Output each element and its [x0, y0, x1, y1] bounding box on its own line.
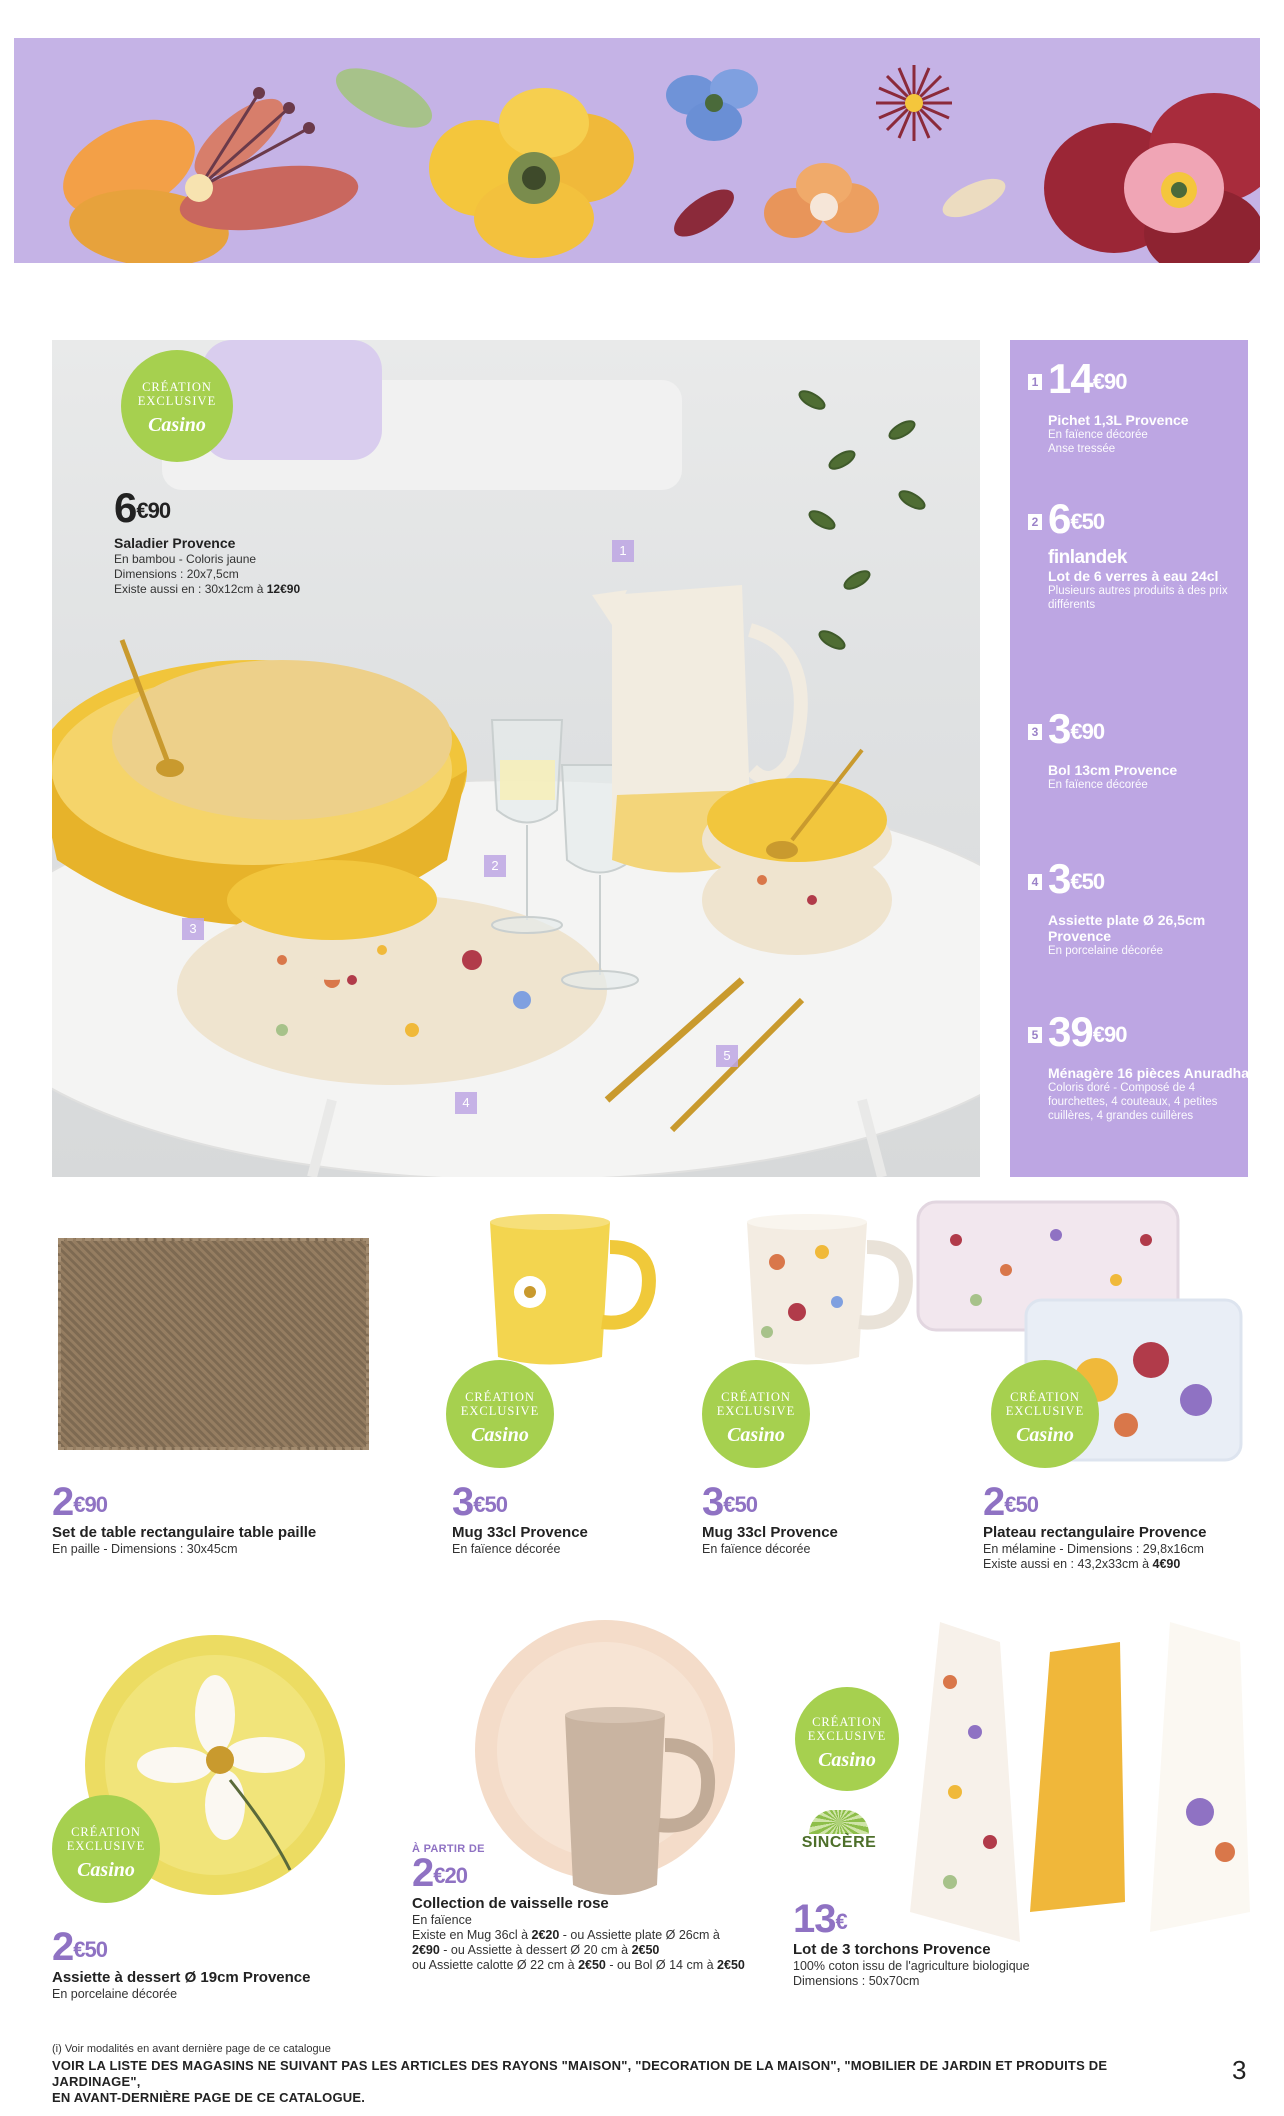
panel-item-3-number: 3	[1028, 724, 1042, 740]
footer-notice-line2: EN AVANT-DERNIÈRE PAGE DE CE CATALOGUE.	[52, 2090, 366, 2105]
sincere-label: SINCÈRE	[801, 1834, 877, 1851]
hero-table-scene	[52, 340, 980, 1177]
tray-badge	[991, 1360, 1099, 1468]
torchons-price	[793, 1897, 1093, 1941]
badge-line1: CRÉATION	[71, 1825, 141, 1839]
badge-line2: EXCLUSIVE	[807, 1729, 887, 1743]
rose-price	[412, 1851, 792, 1895]
panel-item-2-text	[1048, 547, 1253, 612]
product-mug-yellow	[452, 1480, 682, 1557]
panel-item-1-price-cents: €90	[1092, 369, 1127, 394]
dessert-plate-title: Assiette à dessert Ø 19cm Provence	[52, 1969, 311, 1986]
casino-logo: Casino	[1016, 1424, 1074, 1446]
placemat-price-main: 2	[52, 1480, 74, 1524]
price-panel	[1010, 340, 1248, 1177]
panel-item-2-price-cents: €50	[1070, 509, 1105, 534]
panel-item-3-text	[1048, 762, 1253, 792]
mug-yellow-badge	[446, 1360, 554, 1468]
panel-item-5-price	[1048, 1009, 1126, 1055]
product-mug-floral	[702, 1480, 932, 1557]
mug-floral-badge	[702, 1360, 810, 1468]
mug-yellow-price-main: 3	[452, 1480, 474, 1524]
photo-tag-4: 4	[455, 1092, 477, 1114]
panel-item-2-number: 2	[1028, 514, 1042, 530]
saladier-price-cents: €90	[136, 498, 171, 523]
badge-line2: EXCLUSIVE	[1005, 1404, 1085, 1418]
panel-item-4-number: 4	[1028, 874, 1042, 890]
photo-tag-3: 3	[182, 918, 204, 940]
panel-item-3	[1028, 705, 1242, 852]
floral-mug-image	[727, 1212, 917, 1377]
saladier-desc-3-prefix: Existe aussi en : 30x12cm à	[114, 582, 267, 596]
badge-line1: CRÉATION	[142, 380, 212, 394]
tray-title: Plateau rectangulaire Provence	[983, 1524, 1207, 1541]
panel-item-2-title: Lot de 6 verres à eau 24cl	[1048, 568, 1219, 584]
rose-desc-2	[412, 1928, 792, 1943]
panel-item-5	[1028, 1008, 1250, 1175]
saladier-price	[114, 485, 170, 531]
yellow-mug-image	[470, 1212, 660, 1377]
casino-logo: Casino	[471, 1424, 529, 1446]
dessert-plate-price	[52, 1925, 392, 1969]
rose-from-label: À PARTIR DE	[412, 1843, 485, 1855]
mug-floral-price	[702, 1480, 932, 1524]
panel-item-5-number: 5	[1028, 1027, 1042, 1043]
panel-item-3-price	[1048, 706, 1104, 752]
saladier-desc-3-price: 12€90	[266, 582, 301, 596]
photo-tag-1: 1	[612, 540, 634, 562]
torchons-badge	[795, 1687, 899, 1791]
panel-item-3-price-main: 3	[1048, 705, 1071, 752]
placemat-desc: En paille - Dimensions : 30x45cm	[52, 1542, 238, 1556]
badge-line1: CRÉATION	[465, 1390, 535, 1404]
panel-item-5-desc: Coloris doré - Composé de 4 fourchettes, 4 couteaux, 4 petites cuillères, 4 grandes cuillères	[1048, 1082, 1218, 1122]
panel-item-1-number: 1	[1028, 374, 1042, 390]
mug-floral-price-main: 3	[702, 1480, 724, 1524]
rose-desc-1: En faïence	[412, 1913, 472, 1927]
mug-yellow-desc: En faïence décorée	[452, 1542, 561, 1556]
rose-desc-3-a: 2€90	[412, 1943, 440, 1957]
panel-item-2	[1028, 495, 1242, 682]
badge-line2: EXCLUSIVE	[137, 394, 217, 408]
panel-item-4	[1028, 855, 1242, 1002]
badge-line2: EXCLUSIVE	[66, 1839, 146, 1853]
panel-item-2-desc: Plusieurs autres produits à des prix différents	[1048, 585, 1228, 611]
badge-line2: EXCLUSIVE	[460, 1404, 540, 1418]
torchons-price-main: 13	[793, 1897, 836, 1941]
panel-item-1-title: Pichet 1,3L Provence	[1048, 412, 1189, 428]
rose-price-cents: €20	[433, 1863, 467, 1888]
floral-banner	[14, 38, 1260, 263]
casino-logo: Casino	[818, 1749, 876, 1771]
panel-item-1-desc: En faïence décorée Anse tressée	[1048, 429, 1148, 455]
torchons-desc-2: Dimensions : 50x70cm	[793, 1974, 920, 1988]
tray-price-cents: €50	[1004, 1492, 1038, 1517]
mug-yellow-price	[452, 1480, 682, 1524]
panel-item-4-text	[1048, 912, 1253, 958]
panel-item-2-price	[1048, 496, 1104, 542]
saladier-desc-1: En bambou - Coloris jaune	[114, 552, 257, 566]
panel-item-4-desc: En porcelaine décorée	[1048, 945, 1164, 957]
saladier-price-main: 6	[114, 484, 137, 531]
rose-desc-4	[412, 1958, 792, 1973]
placemat-image	[58, 1238, 369, 1450]
mug-floral-title: Mug 33cl Provence	[702, 1524, 838, 1541]
tray-desc-2-prefix: Existe aussi en : 43,2x33cm à	[983, 1557, 1153, 1571]
tray-desc: En mélamine - Dimensions : 29,8x16cm	[983, 1542, 1204, 1556]
panel-item-2-price-main: 6	[1048, 495, 1071, 542]
product-tray	[983, 1480, 1253, 1572]
badge-line1: CRÉATION	[721, 1390, 791, 1404]
tray-price-main: 2	[983, 1480, 1005, 1524]
panel-item-3-title: Bol 13cm Provence	[1048, 762, 1178, 778]
page-number: 3	[1232, 2055, 1247, 2085]
placemat-title: Set de table rectangulaire table paille	[52, 1524, 317, 1541]
badge-line1: CRÉATION	[1010, 1390, 1080, 1404]
tray-price	[983, 1480, 1253, 1524]
rose-desc-4-a: ou Assiette calotte Ø 22 cm à	[412, 1958, 579, 1972]
creation-exclusive-badge	[121, 350, 233, 462]
rose-desc-2-a: Existe en Mug 36cl à	[412, 1928, 532, 1942]
badge-line2: EXCLUSIVE	[716, 1404, 796, 1418]
rose-title: Collection de vaisselle rose	[412, 1895, 609, 1912]
tray-desc-2-price: 4€90	[1152, 1557, 1181, 1571]
panel-item-1	[1028, 355, 1242, 502]
panel-item-1-price	[1048, 356, 1126, 402]
rose-desc-2-c: - ou Assiette plate Ø 26cm à	[559, 1928, 720, 1942]
product-rose-collection	[412, 1843, 792, 1973]
panel-item-4-price-cents: €50	[1070, 869, 1105, 894]
panel-item-5-price-main: 39	[1048, 1008, 1093, 1055]
placemat-price	[52, 1480, 382, 1524]
product-dessert-plate	[52, 1925, 392, 2002]
rose-desc-4-d: 2€50	[717, 1958, 745, 1972]
panel-item-1-price-main: 14	[1048, 355, 1093, 402]
saladier-desc	[114, 552, 300, 597]
dessert-plate-badge	[52, 1795, 160, 1903]
rose-price-main: 2	[412, 1851, 434, 1895]
panel-item-4-price	[1048, 856, 1104, 902]
finlandek-logo: finlandek	[1048, 547, 1127, 568]
footer-note: (i) Voir modalités en avant dernière page de ce catalogue	[52, 2043, 331, 2055]
photo-tag-5: 5	[716, 1045, 738, 1067]
tray-desc-2	[983, 1557, 1253, 1572]
rose-desc-2-b: 2€20	[531, 1928, 560, 1942]
panel-item-3-desc: En faïence décorée	[1048, 779, 1148, 791]
rose-desc-3-b: - ou Assiette à dessert Ø 20 cm à	[439, 1943, 632, 1957]
footer-store-list-notice	[52, 2058, 1192, 2106]
saladier-title: Saladier Provence	[114, 535, 236, 551]
panel-item-3-price-cents: €90	[1070, 719, 1105, 744]
rose-desc-4-c: - ou Bol Ø 14 cm à	[605, 1958, 718, 1972]
badge-line1: CRÉATION	[812, 1715, 882, 1729]
sincere-sunburst	[809, 1810, 869, 1834]
casino-logo: Casino	[727, 1424, 785, 1446]
casino-logo: Casino	[148, 414, 206, 436]
mug-yellow-title: Mug 33cl Provence	[452, 1524, 588, 1541]
mug-floral-desc: En faïence décorée	[702, 1542, 811, 1556]
torchons-price-cents: €	[835, 1909, 847, 1934]
panel-item-5-price-cents: €90	[1092, 1022, 1127, 1047]
saladier-desc-2: Dimensions : 20x7,5cm	[114, 567, 239, 581]
rose-desc-4-b: 2€50	[578, 1958, 606, 1972]
torchons-desc-1: 100% coton issu de l'agriculture biologique	[793, 1959, 1030, 1973]
panel-item-4-price-main: 3	[1048, 855, 1071, 902]
dessert-plate-price-cents: €50	[73, 1937, 107, 1962]
saladier-desc-3	[114, 582, 300, 597]
table-setting-illustration	[52, 340, 980, 1177]
product-placemat	[52, 1480, 382, 1557]
dessert-plate-price-main: 2	[52, 1925, 74, 1969]
panel-item-5-title: Ménagère 16 pièces Anuradha	[1048, 1065, 1250, 1081]
mug-yellow-price-cents: €50	[473, 1492, 507, 1517]
panel-item-4-title: Assiette plate Ø 26,5cm Provence	[1048, 912, 1206, 944]
mug-floral-price-cents: €50	[723, 1492, 757, 1517]
rose-desc-3	[412, 1943, 792, 1958]
sincere-logo	[800, 1810, 878, 1880]
placemat-price-cents: €90	[73, 1492, 107, 1517]
panel-item-5-text	[1048, 1065, 1253, 1123]
rose-desc-3-c: 2€50	[631, 1943, 660, 1957]
dessert-plate-desc: En porcelaine décorée	[52, 1987, 178, 2001]
flower-illustration	[14, 38, 1260, 263]
footer-notice-line1: VOIR LA LISTE DES MAGASINS NE SUIVANT PAS LES ARTICLES DES RAYONS "MAISON", "DECORATION DE LA MAISON", "MOBILIER DE JARDIN ET PRODUITS DE JARDINAGE",	[52, 2058, 1108, 2089]
torchons-title: Lot de 3 torchons Provence	[793, 1941, 991, 1958]
photo-tag-2: 2	[484, 855, 506, 877]
product-torchons	[793, 1897, 1093, 1989]
panel-item-1-text	[1048, 412, 1253, 456]
casino-logo: Casino	[77, 1859, 135, 1881]
